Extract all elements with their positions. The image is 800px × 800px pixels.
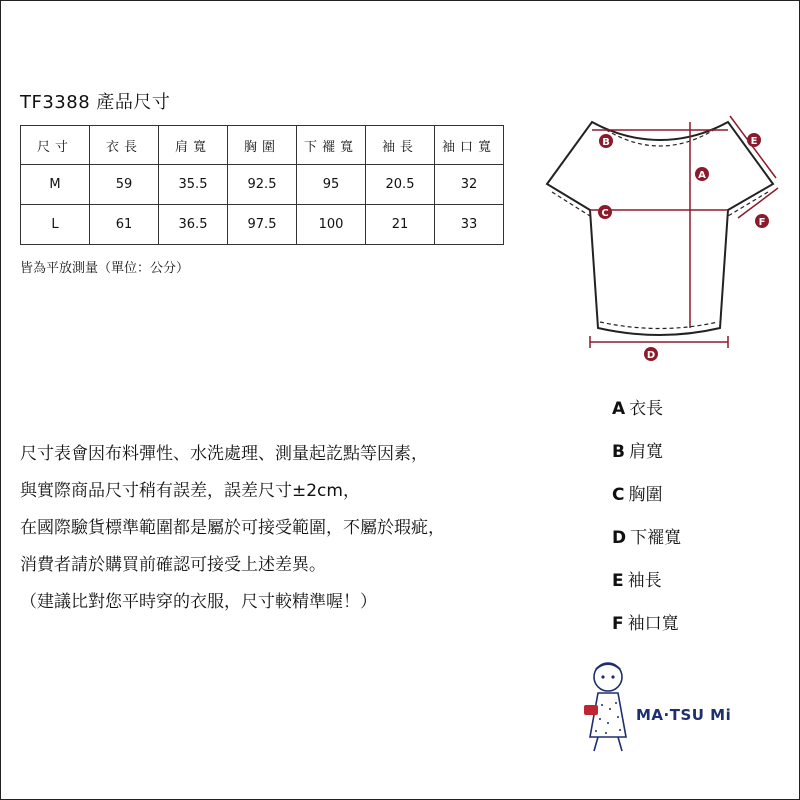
- tshirt-neckline: [600, 126, 720, 146]
- table-header-row: [21, 126, 504, 165]
- disclaimer-line: 消費者請於購買前確認可接受上述差異。: [20, 555, 326, 575]
- page-title: TF3388 產品尺寸: [20, 92, 171, 113]
- header-cell: 肩寬: [159, 126, 228, 165]
- measurement-note: 皆為平放測量（單位：公分）: [20, 261, 190, 276]
- legend-item: C 胸圍: [612, 485, 663, 505]
- table-cell: 36.5: [159, 205, 228, 245]
- marker-a: A: [698, 170, 706, 181]
- size-table: [20, 125, 504, 245]
- marker-b: B: [602, 137, 610, 148]
- legend-item: D 下襬寬: [612, 528, 682, 548]
- table-cell: 92.5: [228, 165, 297, 205]
- table-cell: M: [21, 165, 90, 205]
- header-cell: 下襬寬: [297, 126, 366, 165]
- disclaimer-line: 在國際驗貨標準範圍都是屬於可接受範圍，不屬於瑕疵，: [20, 518, 445, 538]
- table-cell: 100: [297, 205, 366, 245]
- legend-item: E 袖長: [612, 571, 662, 591]
- marker-e: E: [750, 136, 758, 147]
- measurement-legend: [612, 388, 681, 646]
- table-row: [21, 205, 504, 245]
- header-cell: 袖口寬: [435, 126, 504, 165]
- table-cell: 21: [366, 205, 435, 245]
- table-row: [21, 165, 504, 205]
- brand-name: MA·TSU Mi: [636, 706, 732, 724]
- legend-item: F 袖口寬: [612, 614, 679, 634]
- table-cell: 33: [435, 205, 504, 245]
- table-cell: L: [21, 205, 90, 245]
- table-cell: 59: [90, 165, 159, 205]
- table-cell: 95: [297, 165, 366, 205]
- table-cell: 97.5: [228, 205, 297, 245]
- header-cell: 袖長: [366, 126, 435, 165]
- measure-line-e: [730, 116, 776, 178]
- legend-item: A 衣長: [612, 399, 664, 419]
- header-cell: 衣長: [90, 126, 159, 165]
- disclaimer-paragraph: [20, 436, 580, 621]
- table-cell: 20.5: [366, 165, 435, 205]
- disclaimer-line: 與實際商品尺寸稍有誤差，誤差尺寸±2cm，: [20, 481, 360, 501]
- tshirt-outline: [547, 122, 773, 335]
- legend-item: B 肩寬: [612, 442, 663, 462]
- header-cell: 胸圍: [228, 126, 297, 165]
- header-cell: 尺寸: [21, 126, 90, 165]
- disclaimer-line: （建議比對您平時穿的衣服，尺寸較精準喔！）: [20, 592, 377, 612]
- mascot-logo-icon: [580, 655, 636, 755]
- marker-c: C: [601, 208, 609, 219]
- table-cell: 61: [90, 205, 159, 245]
- disclaimer-line: 尺寸表會因布料彈性、水洗處理、測量起訖點等因素，: [20, 444, 428, 464]
- tshirt-diagram: [530, 100, 790, 370]
- marker-f: F: [758, 217, 766, 228]
- table-cell: 32: [435, 165, 504, 205]
- table-cell: 35.5: [159, 165, 228, 205]
- marker-d: D: [646, 350, 656, 361]
